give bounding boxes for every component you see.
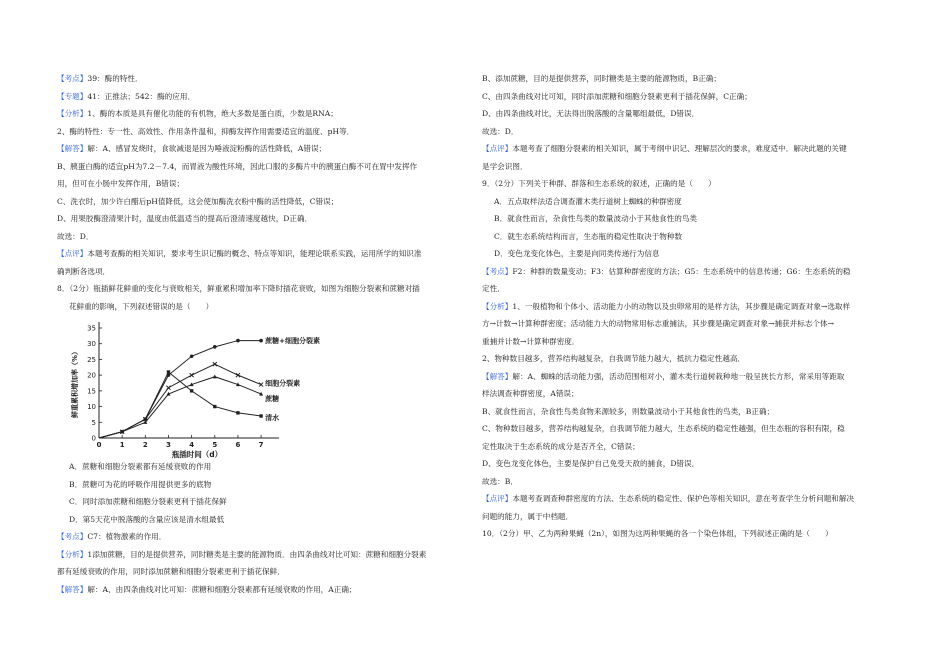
right-column: [482, 70, 892, 543]
data-point: [167, 370, 170, 373]
option-b: B．蔗糖可为花的呼吸作用提供更多的底物: [69, 479, 212, 489]
x-tick-label: 3: [166, 441, 171, 449]
x-tick-label: 4: [189, 441, 195, 449]
analysis-text: 1、酶的本质是具有催化功能的有机物，绝大多数是蛋白质，少数是RNA；: [87, 109, 338, 118]
y-tick-label: 20: [87, 371, 96, 380]
q9-analysis-tag: 【分析】: [482, 301, 513, 311]
solution-c: C、洗衣时，加少许白醋后pH值降低，这会使加酶洗衣粉中酶的活性降低，C错误；: [57, 196, 339, 206]
exam-point-text: 39：酶的特性．: [87, 74, 143, 83]
data-point: [190, 373, 194, 377]
data-point: [236, 411, 239, 414]
analysis-line: [57, 105, 467, 123]
data-point: [166, 386, 170, 390]
comment-line-2: 确判断各选项．: [57, 266, 111, 276]
y-tick-label: 10: [87, 403, 96, 412]
q9-solution-line: [482, 368, 892, 386]
chart-container: [67, 315, 467, 458]
q9-exam-point-text: F2：种群的数量变动；F3：估算种群密度的方法；G5：生态系统中的信息传递；G6：生态系统的稳: [512, 266, 851, 276]
q9-solution-line-6: D、变色龙变化体色，主要是保护自己免受天敌的捕食，D错误．: [482, 459, 700, 468]
q8-exam-point-text: C7：植物激素的作用．: [87, 532, 167, 541]
q9-analysis-text: 1、一般植物和个体小、活动能力小的动物以及虫卵常用的是样方法，其步骤是确定调查对象→选取样: [512, 301, 851, 311]
answer-line: 故选：D．: [57, 231, 94, 241]
q8-analysis-text: 1添加蔗糖，目的是提供营养，同时糖类是主要的能源物质．由四条曲线对比可知：蔗糖和细胞分裂素: [87, 549, 427, 559]
q8-exam-point-tag: 【考点】: [57, 532, 88, 541]
solution-d: D、用果胶酶澄清果汁时，温度由低温适当的提高后澄清速度越快，D正确．: [57, 214, 313, 223]
exam-point-tag: 【考点】: [57, 74, 88, 83]
option-a: A．蔗糖和细胞分裂素都有延缓衰败的作用: [69, 462, 212, 471]
q8-comment-tag: 【点评】: [482, 144, 513, 153]
y-axis-label: 鲜重累积增加率（%）: [71, 347, 79, 419]
q8-comment-line: [482, 140, 892, 158]
option-d: D．第5天花中脱落酸的含量应该是清水组最低: [69, 514, 225, 524]
comment-line: [57, 245, 467, 263]
q9-exam-point-line-2: 定性．: [482, 284, 505, 293]
comment-text: 本题考查酶的相关知识，要求考生识记酶的概念、特点等知识，能理论联系实践，运用所学的知识准: [87, 249, 422, 258]
q9-exam-point-line: [482, 263, 892, 281]
series-line: [99, 372, 261, 438]
data-point: [213, 405, 216, 408]
question-9-stem: [482, 175, 892, 193]
q9-solution-text: 解：A、蜘蛛的活动能力强，活动范围相对小，灌木类行道树栽种地一般呈狭长方形，常采用等距取: [512, 371, 845, 381]
q9-option-a: A．五点取样法适合调查灌木类行道树上蜘蛛的种群密度: [494, 196, 682, 206]
question-8-stem-2: 花鲜重的影响，下列叙述错误的是（ ）: [69, 301, 214, 311]
q9-solution-line-4: C、物种数目越多，营养结构越复杂，自我调节能力越大，生态系统的稳定性越强，但生态瓶的容积有限，稳: [482, 424, 845, 433]
comment-tag: 【点评】: [57, 249, 88, 258]
data-point: [213, 362, 217, 366]
q8-comment-line-2: 是学会识图．: [482, 161, 528, 171]
question-10-stem: [482, 525, 892, 543]
y-tick-label: 30: [87, 340, 96, 349]
q9-analysis-line-4: 2、物种数目越多，营养结构越复杂，自我调节能力越大，抵抗力稳定性越高．: [482, 354, 746, 363]
q8-solution-c: C、由四条曲线对比可知，同时添加蔗糖和细胞分裂素更利于插花保鲜，C正确；: [482, 91, 752, 101]
solution-text: 解：A、感冒发烧时，食欲减退是因为唾液淀粉酶的活性降低，A错误；: [87, 144, 327, 153]
q8-solution-tag: 【解答】: [57, 584, 88, 594]
q9-solution-tag: 【解答】: [482, 371, 513, 381]
data-point: [213, 345, 217, 349]
y-tick-label: 0: [91, 434, 96, 443]
q9-comment-text: 本题考查调查种群密度的方法、生态系统的稳定性、保护色等相关知识，意在考查学生分析问题和解决: [512, 494, 855, 503]
data-point: [259, 339, 263, 343]
q8-solution-line: [57, 581, 467, 599]
q9-option-c: C．就生态系统结构而言，生态瓶的稳定性取决于物种数: [494, 231, 683, 241]
data-point: [213, 375, 217, 379]
series-label: 蔗糖+细胞分裂素: [265, 337, 320, 346]
solution-line: [57, 140, 467, 158]
x-tick-label: 5: [212, 441, 218, 449]
q9-comment-line-2: 问题的能力，属于中档题．: [482, 511, 574, 521]
y-tick-label: 35: [87, 324, 96, 333]
q9-analysis-line-2: 方→计数→计算种群密度；活动能力大的动物常用标志重捕法，其步骤是确定调查对象→捕获并标志个体→: [482, 319, 834, 328]
data-point: [190, 389, 193, 392]
series-label: 细胞分裂素: [265, 379, 301, 388]
q8-solution-d: D、由四条曲线对比，无法得出脱落酸的含量哪组最低，D错误．: [482, 109, 700, 118]
q9-answer: 故选：B．: [482, 476, 518, 486]
series-line: [99, 364, 261, 438]
question-10-number: 10．: [482, 529, 500, 538]
x-axis-label: 瓶插时间（d）: [171, 450, 223, 459]
q9-option-b: B．就食性而言，杂食性鸟类的数量波动小于其他食性的鸟类: [494, 214, 698, 223]
q9-analysis-line-3: 重捕并计数→计算种群密度．: [482, 336, 580, 346]
q9-comment-line: [482, 490, 892, 508]
data-point: [144, 417, 147, 420]
topic-tag: 【专题】: [57, 91, 88, 101]
solution-b-2: 用，但可在小肠中发挥作用，B错误；: [57, 179, 185, 188]
q8-analysis-tag: 【分析】: [57, 549, 88, 559]
exam-point-line: [57, 70, 467, 88]
data-point: [259, 414, 262, 417]
series-label: 清水: [265, 414, 280, 423]
left-column: [57, 70, 467, 598]
q8-analysis-line: [57, 546, 467, 564]
x-tick-label: 6: [235, 441, 241, 449]
x-tick-label: 1: [119, 441, 125, 449]
data-point: [120, 430, 123, 433]
data-point: [236, 339, 240, 343]
q9-solution-line-2: 样法调查种群密度，A错误；: [482, 389, 579, 398]
topic-line: [57, 88, 467, 106]
q9-solution-line-5: 定性取决于生态系统的成分是否齐全，C错误；: [482, 441, 640, 451]
q8-solution-text: 解：A、由四条曲线对比可知：蔗糖和细胞分裂素都有延缓衰败的作用，A正确；: [87, 584, 357, 594]
line-chart: [67, 315, 320, 459]
question-10-text: （2分）甲、乙为两种果蝇（2n），如图为这两种果蝇的各一个染色体组，下列叙述正确的是（ ）: [499, 529, 833, 538]
y-tick-label: 15: [87, 387, 96, 396]
q9-comment-tag: 【点评】: [482, 494, 513, 503]
x-tick-label: 7: [258, 441, 264, 449]
q8-exam-point-line: [57, 528, 467, 546]
q8-solution-b: B、添加蔗糖，目的是提供营养，同时糖类是主要的能源物质，B正确；: [482, 74, 721, 83]
q8-answer: 故选：D．: [482, 126, 519, 136]
question-8-number: 8．: [57, 284, 70, 293]
q9-option-d: D．变色龙变化体色，主要是向同类传递行为信息: [494, 249, 660, 258]
y-tick-label: 5: [91, 418, 96, 427]
question-8-stem: [57, 280, 467, 298]
analysis-tag: 【分析】: [57, 109, 88, 118]
q9-exam-point-tag: 【考点】: [482, 266, 513, 276]
series-label: 蔗糖: [265, 395, 280, 404]
analysis-line-2: 2、酶的特性：专一性、高效性、作用条件温和，抑酶发挥作用需要适宜的温度、pH等．: [57, 126, 355, 136]
question-9-text: （2分）下列关于种群、群落和生态系统的叙述，正确的是（ ）: [494, 179, 716, 188]
y-tick-label: 25: [87, 355, 96, 364]
solution-b-1: B、胰蛋白酶的适宜pH为7.2－7.4，而胃液为酸性环境，因此口服的多酶片中的胰蛋白酶不可在胃中发挥作: [57, 161, 418, 171]
topic-text: 41：正推法；542：酶的应用．: [87, 91, 196, 101]
q8-comment-text: 本题考查了细胞分裂素的相关知识，属于考纲中识记、理解层次的要求，难度适中．解决此题的关键: [512, 144, 847, 153]
x-tick-label: 0: [96, 441, 102, 449]
q9-solution-line-3: B、就食性而言，杂食性鸟类食物来源较多，则数量波动小于其他食性的鸟类，B正确；: [482, 406, 775, 416]
q8-analysis-line-2: 都有延缓衰败的作用，同时添加蔗糖和细胞分裂素更利于插花保鲜．: [57, 567, 285, 576]
data-point: [236, 373, 240, 377]
solution-tag: 【解答】: [57, 144, 88, 153]
option-c: C．同时添加蔗糖和细胞分裂素更利于插花保鲜: [69, 497, 227, 506]
question-8-text: （2分）瓶插鲜花鲜重的变化与衰败相关，鲜重累积增加率下降时插花衰败，如图为细胞分裂素和蔗糖对插: [69, 284, 420, 293]
data-point: [190, 354, 194, 358]
q9-analysis-line: [482, 298, 892, 316]
data-point: [259, 383, 263, 387]
x-tick-label: 2: [142, 441, 148, 449]
question-9-number: 9．: [482, 179, 495, 188]
